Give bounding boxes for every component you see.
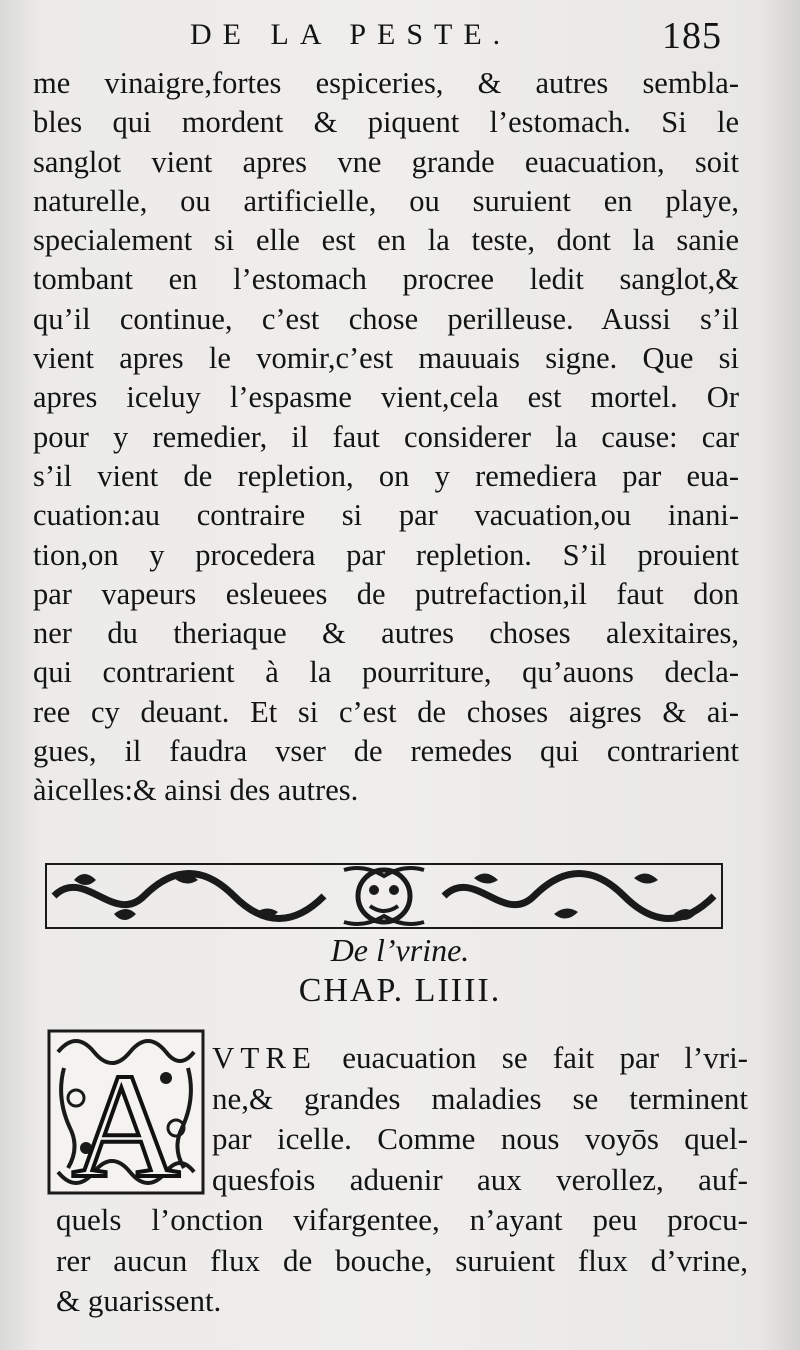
text-line: specialement si elle est en la teste, dont la sanie <box>33 223 739 258</box>
text-fragment: euacuation se fait par l’vri- <box>342 1040 749 1075</box>
dropcap-letter: A <box>71 1043 181 1196</box>
ornamental-headpiece <box>44 860 724 932</box>
text-line: rer aucun flux de bouche, suruient flux d’vrine, <box>56 1242 748 1278</box>
text-line: sanglot vient apres vne grande euacuation, soit <box>33 144 739 179</box>
first-word-rest: VTRE <box>212 1040 317 1075</box>
text-line: vient apres le vomir,c’est mauuais signe. Que si <box>33 341 739 376</box>
text-line: ne,& grandes maladies se terminent <box>212 1080 748 1116</box>
page-header <box>0 12 800 60</box>
text-line: pour y remedier, il faut considerer la cause: car <box>33 419 739 454</box>
main-paragraph <box>33 64 739 811</box>
text-line: bles qui mordent & piquent l’estomach. Si le <box>33 105 739 140</box>
text-line: par icelle. Comme nous voyōs quel- <box>212 1121 748 1156</box>
section-title: De l’vrine. <box>330 932 470 968</box>
text-line: naturelle, ou artificielle, ou suruient en playe, <box>33 183 739 218</box>
text-line: tombant en l’estomach procree ledit sanglot,& <box>33 262 739 297</box>
text-line: qu’il continue, c’est chose perilleuse. Aussi s’il <box>33 301 739 336</box>
chapter-opening-lines <box>212 1038 748 1200</box>
text-line: ner du theriaque & autres choses alexitaires, <box>33 616 739 651</box>
text-line: apres iceluy l’espasme vient,cela est mortel. Or <box>33 380 739 415</box>
text-line: quesfois aduenir aux verollez, auf- <box>212 1161 748 1197</box>
text-line: ree cy deuant. Et si c’est de choses aigres & ai- <box>33 694 739 729</box>
chapter-heading: CHAP. LIIII. <box>298 972 502 1009</box>
text-line: quels l’onction vifargentee, n’ayant peu procu- <box>56 1202 748 1237</box>
text-line: par vapeurs esleuees de putrefaction,il faut don <box>33 576 739 611</box>
text-line: & guarissent. <box>56 1283 222 1318</box>
text-line: qui contrarient à la pourriture, qu’auons decla- <box>33 655 739 690</box>
text-line: me vinaigre,fortes espiceries, & autres sembla- <box>33 66 739 100</box>
text-line: àicelles:& ainsi des autres. <box>33 773 359 808</box>
decorated-initial <box>46 1028 206 1196</box>
text-line: tion,on y procedera par repletion. S’il prouient <box>33 537 739 572</box>
running-head: DE LA PESTE. <box>190 18 512 51</box>
text-line: gues, il faudra vser de remedes qui contrarient <box>33 734 739 769</box>
page-number: 185 <box>662 15 722 57</box>
text-line: cuation:au contraire si par vacuation,ou inani- <box>33 498 739 533</box>
chapter-continuation <box>56 1200 748 1322</box>
text-line: s’il vient de repletion, on y remediera par eua- <box>33 458 739 493</box>
text-line <box>212 1038 748 1079</box>
